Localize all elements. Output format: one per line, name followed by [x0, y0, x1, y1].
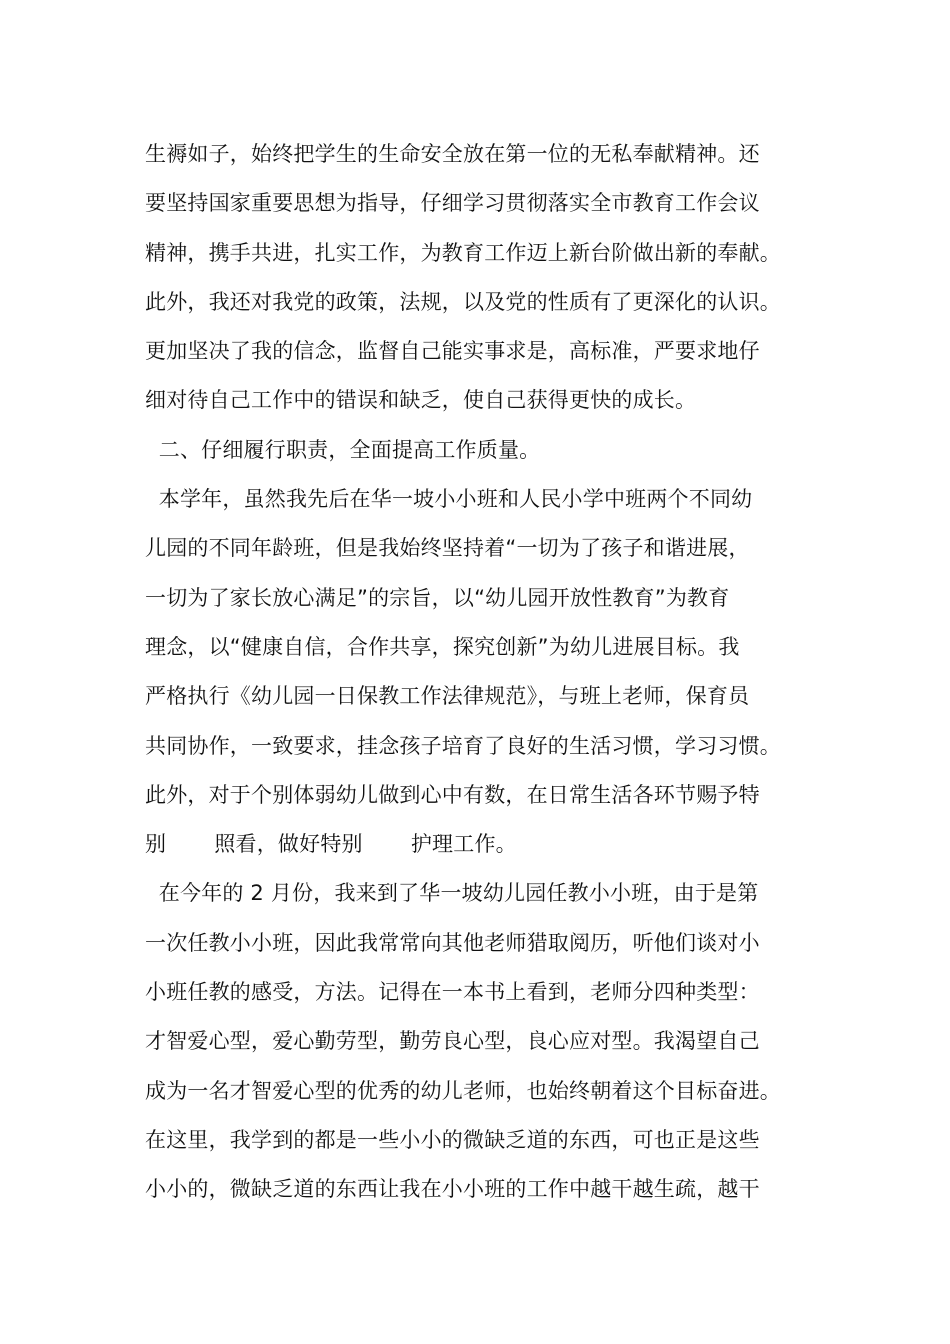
section-heading: 二、仔细履行职责，全面提高工作质量。 [145, 437, 541, 462]
text-line: 共同协作，一致要求，挂念孩子培育了良好的生活习惯，学习习惯。 [145, 733, 781, 758]
text-line: 一次任教小小班，因此我常常向其他老师猎取阅历，听他们谈对小 [145, 930, 760, 955]
text-line: 一切为了家长放心满足”的宗旨，以“幼儿园开放性教育”为教育 [145, 585, 730, 610]
text-line: 小班任教的感受，方法。记得在一本书上看到，老师分四种类型： [145, 980, 760, 1005]
text-line: 成为一名才智爱心型的优秀的幼儿老师，也始终朝着这个目标奋进。 [145, 1078, 781, 1103]
text-line: 更加坚决了我的信念，监督自己能实事求是，高标准，严要求地仔 [145, 339, 760, 364]
text-line: 在这里，我学到的都是一些小小的微缺乏道的东西，可也正是这些 [145, 1127, 760, 1152]
text-line: 严格执行《幼儿园一日保教工作法律规范》，与班上老师，保育员 [145, 684, 750, 709]
text-line: 在今年的 2 月份，我来到了华一坡幼儿园任教小小班，由于是第 [145, 881, 759, 906]
text-line: 才智爱心型，爱心勤劳型，勤劳良心型，良心应对型。我渴望自己 [145, 1029, 760, 1054]
text-line: 要坚持国家重要思想为指导，仔细学习贯彻落实全市教育工作会议 [145, 191, 760, 216]
document-body [145, 130, 825, 1215]
text-line: 儿园的不同年龄班，但是我始终坚持着“一切为了孩子和谐进展， [145, 536, 750, 561]
text-line: 此外，我还对我党的政策，法规，以及党的性质有了更深化的认识。 [145, 289, 781, 314]
text-line: 别 照看，做好特别 护理工作。 [145, 832, 517, 857]
text-line: 精神，携手共进，扎实工作，为教育工作迈上新台阶做出新的奉献。 [145, 240, 781, 265]
text-line: 本学年，虽然我先后在华一坡小小班和人民小学中班两个不同幼 [145, 487, 753, 512]
text-line: 理念，以“健康自信，合作共享，探究创新”为幼儿进展目标。我 [145, 634, 740, 659]
text-line: 细对待自己工作中的错误和缺乏，使自己获得更快的成长。 [145, 388, 697, 413]
text-line: 此外，对于个别体弱幼儿做到心中有数，在日常生活各环节赐予特 [145, 782, 760, 807]
text-line: 小小的，微缺乏道的东西让我在小小班的工作中越干越生疏，越干 [145, 1177, 760, 1202]
text-line: 生褥如子，始终把学生的生命安全放在第一位的无私奉献精神。还 [145, 142, 760, 166]
